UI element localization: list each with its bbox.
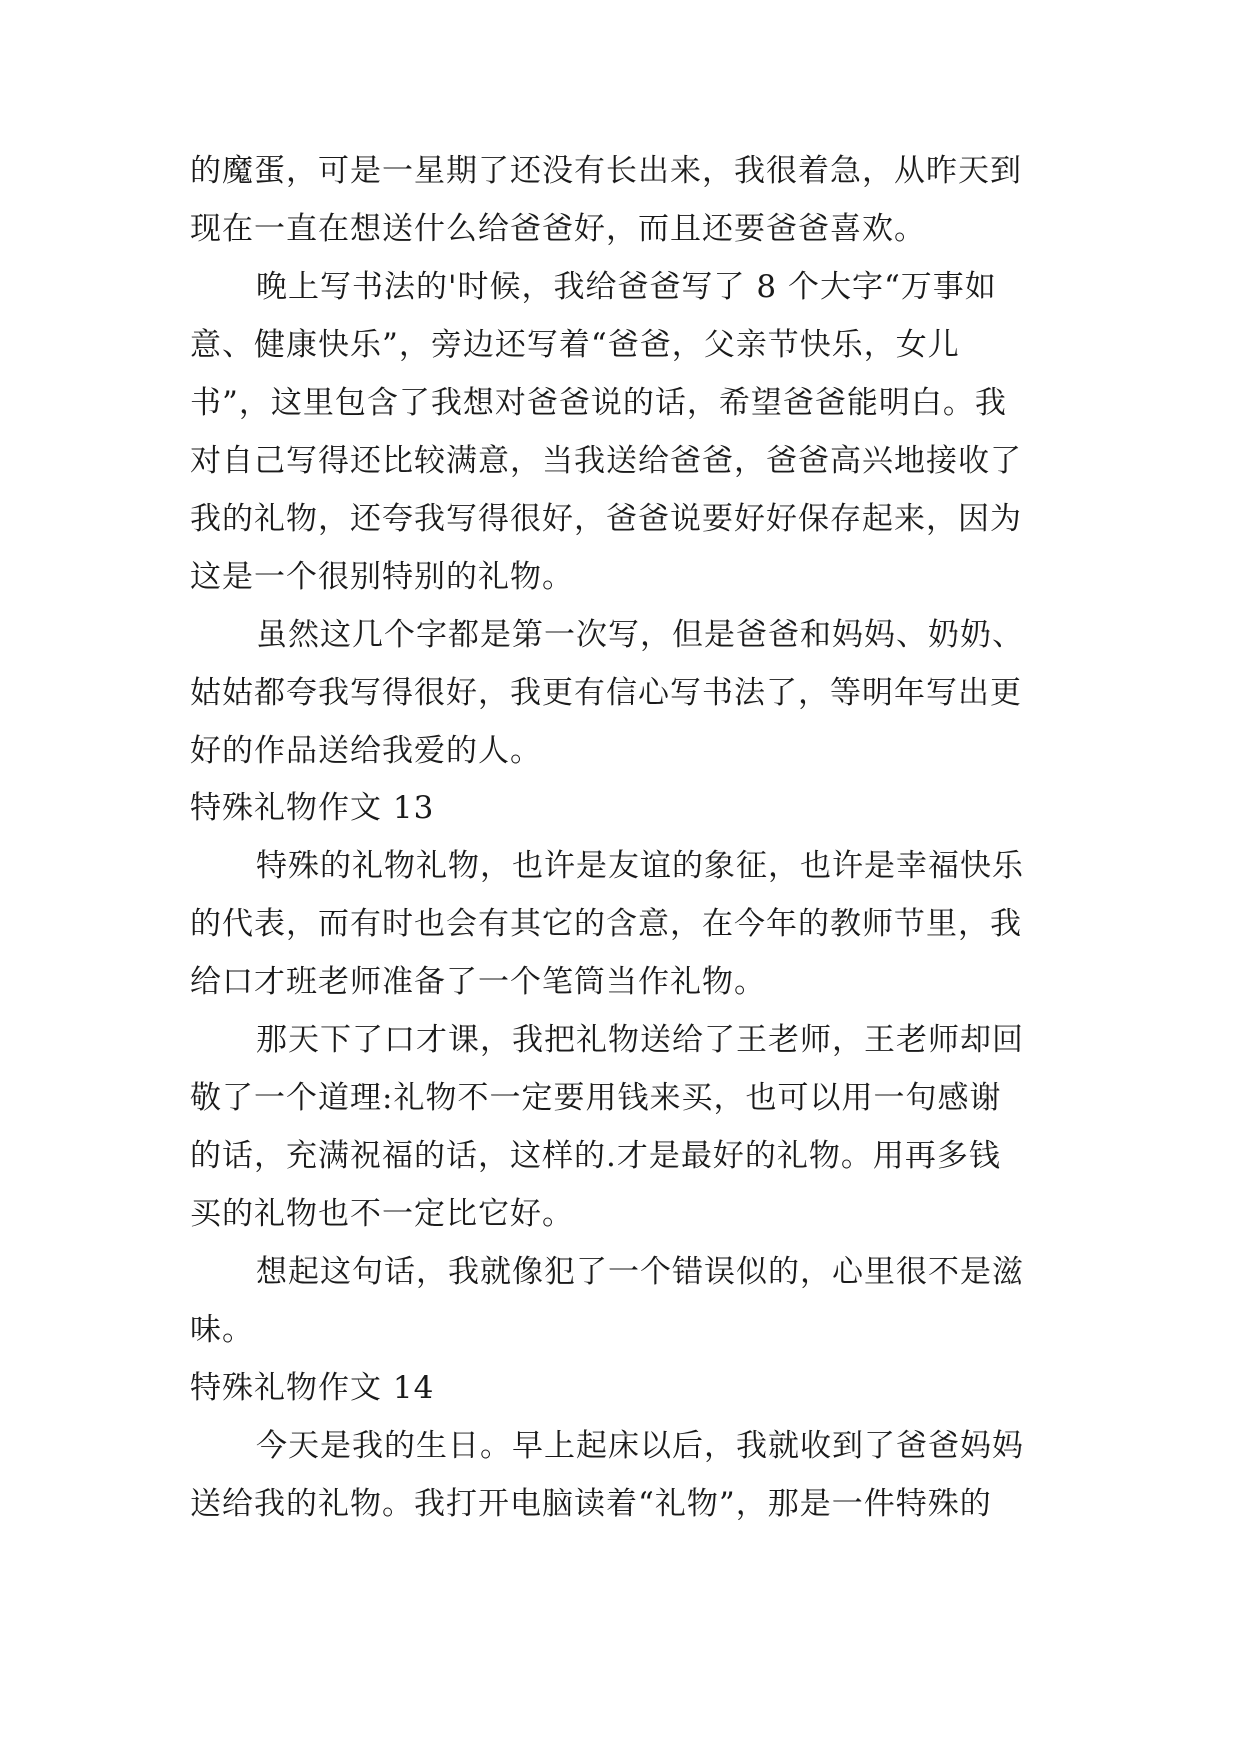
text-line: 那天下了口才课，我把礼物送给了王老师，王老师却回: [256, 1022, 1024, 1058]
text-line: 的魔蛋，可是一星期了还没有长出来，我很着急，从昨天到: [190, 153, 1022, 189]
text-line: 书”，这里包含了我想对爸爸说的话，希望爸爸能明白。我: [190, 385, 1007, 421]
text-line: 送给我的礼物。我打开电脑读着“礼物”，那是一件特殊的: [190, 1486, 992, 1522]
text-line: 对自己写得还比较满意，当我送给爸爸，爸爸高兴地接收了: [190, 443, 1022, 479]
text-line: 好的作品送给我爱的人。: [190, 733, 542, 769]
text-line: 的话，充满祝福的话，这样的.才是最好的礼物。用再多钱: [190, 1138, 1001, 1174]
text-line: 今天是我的生日。早上起床以后，我就收到了爸爸妈妈: [256, 1428, 1024, 1464]
section-heading: 特殊礼物作文 14: [190, 1370, 435, 1406]
section-heading: 特殊礼物作文 13: [190, 790, 435, 826]
text-line: 晚上写书法的'时候，我给爸爸写了 8 个大字“万事如: [256, 269, 997, 305]
text-line: 特殊的礼物礼物，也许是友谊的象征，也许是幸福快乐: [256, 848, 1024, 884]
text-line: 这是一个很别特别的礼物。: [190, 559, 574, 595]
text-line: 想起这句话，我就像犯了一个错误似的，心里很不是滋: [256, 1254, 1024, 1290]
text-line: 味。: [190, 1312, 254, 1348]
text-line: 姑姑都夸我写得很好，我更有信心写书法了，等明年写出更: [190, 675, 1022, 711]
text-line: 买的礼物也不一定比它好。: [190, 1196, 574, 1232]
text-line: 给口才班老师准备了一个笔筒当作礼物。: [190, 964, 766, 1000]
text-line: 虽然这几个字都是第一次写，但是爸爸和妈妈、奶奶、: [256, 617, 1024, 653]
text-line: 现在一直在想送什么给爸爸好，而且还要爸爸喜欢。: [190, 211, 926, 247]
text-line: 我的礼物，还夸我写得很好，爸爸说要好好保存起来，因为: [190, 501, 1022, 537]
text-line: 敬了一个道理:礼物不一定要用钱来买，也可以用一句感谢: [190, 1080, 1002, 1116]
text-line: 意、健康快乐”，旁边还写着“爸爸，父亲节快乐，女儿: [190, 327, 960, 363]
text-line: 的代表，而有时也会有其它的含意，在今年的教师节里，我: [190, 906, 1022, 942]
